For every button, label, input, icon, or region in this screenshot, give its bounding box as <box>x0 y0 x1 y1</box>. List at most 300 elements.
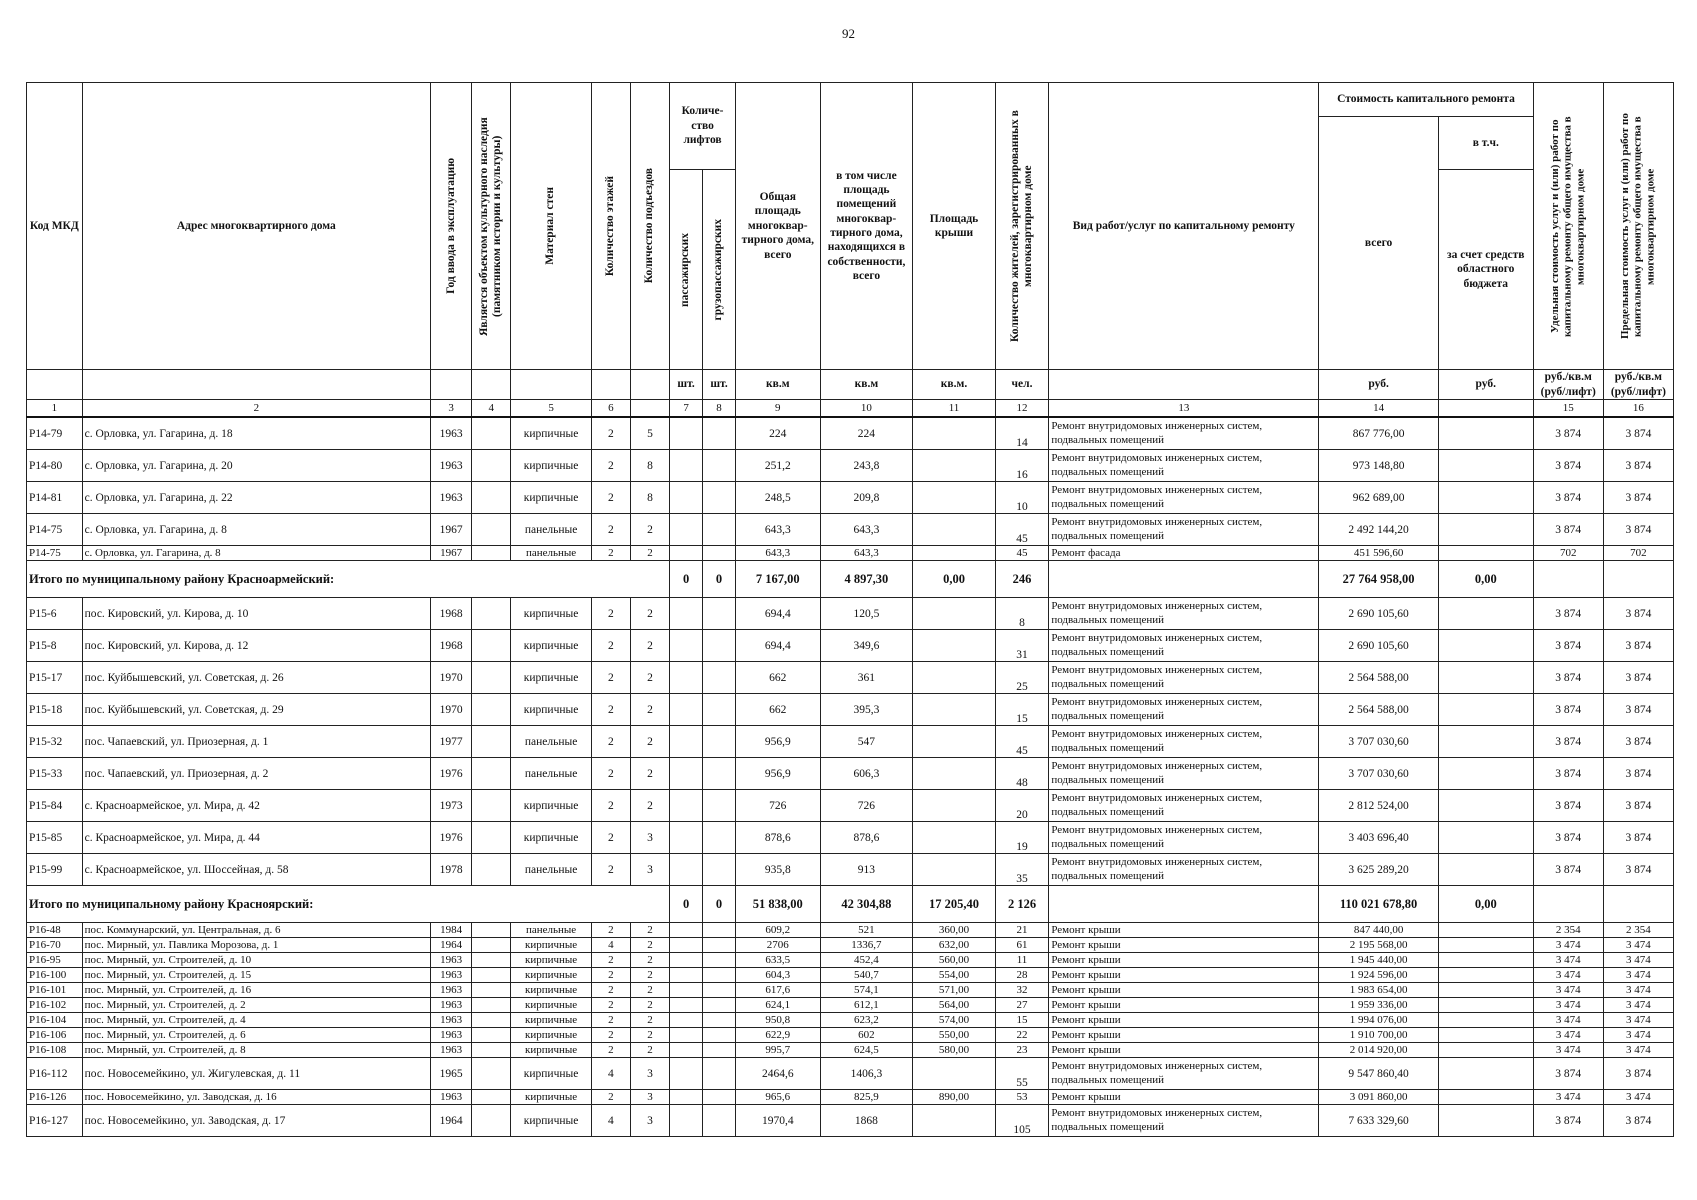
max-cost-cell: 3 474 <box>1603 968 1673 983</box>
work-type-cell: Ремонт крыши <box>1049 998 1319 1013</box>
work-type-cell: Ремонт внутридомовых инженерных систем, подвальных помещений <box>1049 822 1319 854</box>
table-row <box>27 822 1674 854</box>
entrances-cell: 8 <box>630 450 669 482</box>
capital-repair-table-container <box>26 82 1674 1137</box>
table-row <box>27 514 1674 546</box>
residents-cell: 25 <box>995 662 1049 694</box>
cost-regional-cell <box>1438 598 1533 630</box>
code-cell: Р16-95 <box>27 953 83 968</box>
column-number: 16 <box>1603 400 1673 418</box>
walls-cell: панельные <box>511 923 591 938</box>
unit-cost-cell: 3 874 <box>1533 514 1603 546</box>
floors-cell: 2 <box>591 968 630 983</box>
walls-cell: кирпичные <box>511 598 591 630</box>
max-cost-cell: 3 874 <box>1603 450 1673 482</box>
lifts-cargo-cell <box>703 694 736 726</box>
heritage-cell <box>472 854 511 886</box>
owned-area-cell: 243,8 <box>820 450 913 482</box>
table-row <box>27 983 1674 998</box>
cost-cell: 3 707 030,60 <box>1319 726 1439 758</box>
header-address: Адрес многоквартирного дома <box>82 83 430 370</box>
year-cell: 1963 <box>431 482 472 514</box>
cost-cell: 2 014 920,00 <box>1319 1043 1439 1058</box>
cost-regional-cell <box>1438 953 1533 968</box>
code-cell: Р15-8 <box>27 630 83 662</box>
heritage-cell <box>472 546 511 561</box>
address-cell: пос. Мирный, ул. Строителей, д. 16 <box>82 983 430 998</box>
unit-cost-cell: 702 <box>1533 546 1603 561</box>
max-cost-cell: 3 474 <box>1603 953 1673 968</box>
roof-area-cell <box>913 822 995 854</box>
lifts-passenger-cell <box>670 983 703 998</box>
roof-area-cell <box>913 694 995 726</box>
floors-cell: 2 <box>591 758 630 790</box>
total-area-cell: 950,8 <box>736 1013 821 1028</box>
total-residents: 2 126 <box>995 886 1049 923</box>
heritage-cell <box>472 938 511 953</box>
header-walls: Материал стен <box>511 83 591 370</box>
year-cell: 1973 <box>431 790 472 822</box>
year-cell: 1968 <box>431 630 472 662</box>
unit-cell <box>1049 370 1319 400</box>
cost-cell: 2 564 588,00 <box>1319 662 1439 694</box>
floors-cell: 2 <box>591 546 630 561</box>
cost-cell: 867 776,00 <box>1319 417 1439 450</box>
cost-regional-cell <box>1438 450 1533 482</box>
unit-cost-cell: 3 874 <box>1533 694 1603 726</box>
total-lifts-passenger: 0 <box>670 561 703 598</box>
total-work-type <box>1049 561 1319 598</box>
year-cell: 1963 <box>431 968 472 983</box>
lifts-passenger-cell <box>670 1058 703 1090</box>
total-area-cell: 662 <box>736 662 821 694</box>
cost-cell: 1 924 596,00 <box>1319 968 1439 983</box>
walls-cell: панельные <box>511 726 591 758</box>
table-row <box>27 938 1674 953</box>
unit-cost-regional: руб. <box>1438 370 1533 400</box>
residents-cell: 23 <box>995 1043 1049 1058</box>
cost-cell: 451 596,60 <box>1319 546 1439 561</box>
table-row <box>27 546 1674 561</box>
heritage-cell <box>472 1013 511 1028</box>
floors-cell: 2 <box>591 1013 630 1028</box>
unit-cost-cell: 3 874 <box>1533 450 1603 482</box>
code-cell: Р15-33 <box>27 758 83 790</box>
work-type-cell: Ремонт крыши <box>1049 953 1319 968</box>
max-cost-cell: 3 874 <box>1603 662 1673 694</box>
year-cell: 1963 <box>431 417 472 450</box>
owned-area-cell: 209,8 <box>820 482 913 514</box>
address-cell: пос. Мирный, ул. Строителей, д. 8 <box>82 1043 430 1058</box>
cost-regional-cell <box>1438 938 1533 953</box>
cost-regional-cell <box>1438 822 1533 854</box>
max-cost-cell: 3 874 <box>1603 1105 1673 1137</box>
heritage-cell <box>472 598 511 630</box>
column-number: 2 <box>82 400 430 418</box>
address-cell: пос. Новосемейкино, ул. Заводская, д. 17 <box>82 1105 430 1137</box>
cost-cell: 1 959 336,00 <box>1319 998 1439 1013</box>
total-area-cell: 224 <box>736 417 821 450</box>
work-type-cell: Ремонт внутридомовых инженерных систем, подвальных помещений <box>1049 417 1319 450</box>
code-cell: Р16-48 <box>27 923 83 938</box>
walls-cell: кирпичные <box>511 998 591 1013</box>
roof-area-cell: 580,00 <box>913 1043 995 1058</box>
unit-cost-cell: 3 874 <box>1533 598 1603 630</box>
column-number: 13 <box>1049 400 1319 418</box>
total-residents: 246 <box>995 561 1049 598</box>
cost-regional-cell <box>1438 1105 1533 1137</box>
cost-cell: 1 910 700,00 <box>1319 1028 1439 1043</box>
total-owned-area: 42 304,88 <box>820 886 913 923</box>
heritage-cell <box>472 1090 511 1105</box>
residents-cell: 22 <box>995 1028 1049 1043</box>
max-cost-cell: 2 354 <box>1603 923 1673 938</box>
floors-cell: 2 <box>591 998 630 1013</box>
unit-cost-cell: 3 874 <box>1533 854 1603 886</box>
walls-cell: панельные <box>511 854 591 886</box>
header-owned-area: в том числе площадь помещений многоквар- тирного дома, находящихся в собственности, всего <box>820 83 913 370</box>
lifts-passenger-cell <box>670 1105 703 1137</box>
max-cost-cell: 3 474 <box>1603 1028 1673 1043</box>
total-label: Итого по муниципальному району Красноармейский: <box>27 561 670 598</box>
total-work-type <box>1049 886 1319 923</box>
floors-cell: 4 <box>591 1058 630 1090</box>
roof-area-cell: 560,00 <box>913 953 995 968</box>
lifts-cargo-cell <box>703 938 736 953</box>
total-area-cell: 1970,4 <box>736 1105 821 1137</box>
work-type-cell: Ремонт внутридомовых инженерных систем, подвальных помещений <box>1049 694 1319 726</box>
total-area-cell: 643,3 <box>736 546 821 561</box>
roof-area-cell: 550,00 <box>913 1028 995 1043</box>
heritage-cell <box>472 1058 511 1090</box>
unit-cost-cell: 2 354 <box>1533 923 1603 938</box>
unit-cell <box>27 370 83 400</box>
walls-cell: кирпичные <box>511 630 591 662</box>
code-cell: Р15-85 <box>27 822 83 854</box>
max-cost-cell: 3 474 <box>1603 998 1673 1013</box>
owned-area-cell: 547 <box>820 726 913 758</box>
column-number: 3 <box>431 400 472 418</box>
entrances-cell: 2 <box>630 1043 669 1058</box>
total-area-cell: 633,5 <box>736 953 821 968</box>
residents-cell: 11 <box>995 953 1049 968</box>
walls-cell: кирпичные <box>511 482 591 514</box>
floors-cell: 2 <box>591 662 630 694</box>
residents-cell: 55 <box>995 1058 1049 1090</box>
table-row <box>27 923 1674 938</box>
owned-area-cell: 349,6 <box>820 630 913 662</box>
lifts-passenger-cell <box>670 726 703 758</box>
year-cell: 1967 <box>431 546 472 561</box>
roof-area-cell: 554,00 <box>913 968 995 983</box>
total-owned-area: 4 897,30 <box>820 561 913 598</box>
address-cell: пос. Новосемейкино, ул. Заводская, д. 16 <box>82 1090 430 1105</box>
roof-area-cell: 571,00 <box>913 983 995 998</box>
roof-area-cell <box>913 854 995 886</box>
residents-cell: 45 <box>995 514 1049 546</box>
floors-cell: 2 <box>591 923 630 938</box>
code-cell: Р14-75 <box>27 514 83 546</box>
year-cell: 1963 <box>431 1013 472 1028</box>
unit-cost-cell: 3 874 <box>1533 417 1603 450</box>
column-number <box>1438 400 1533 418</box>
lifts-passenger-cell <box>670 998 703 1013</box>
address-cell: пос. Чапаевский, ул. Приозерная, д. 2 <box>82 758 430 790</box>
cost-regional-cell <box>1438 694 1533 726</box>
work-type-cell: Ремонт фасада <box>1049 546 1319 561</box>
unit-cell <box>82 370 430 400</box>
entrances-cell: 2 <box>630 998 669 1013</box>
lifts-cargo-cell <box>703 790 736 822</box>
code-cell: Р16-100 <box>27 968 83 983</box>
lifts-cargo-cell <box>703 726 736 758</box>
walls-cell: кирпичные <box>511 1013 591 1028</box>
entrances-cell: 3 <box>630 822 669 854</box>
residents-cell: 105 <box>995 1105 1049 1137</box>
lifts-passenger-cell <box>670 662 703 694</box>
code-cell: Р16-101 <box>27 983 83 998</box>
code-cell: Р16-112 <box>27 1058 83 1090</box>
table-row <box>27 758 1674 790</box>
floors-cell: 2 <box>591 450 630 482</box>
unit-lifts-passenger: шт. <box>670 370 703 400</box>
table-row <box>27 854 1674 886</box>
table-header <box>27 83 1674 418</box>
year-cell: 1964 <box>431 938 472 953</box>
code-cell: Р15-99 <box>27 854 83 886</box>
walls-cell: панельные <box>511 758 591 790</box>
code-cell: Р14-75 <box>27 546 83 561</box>
walls-cell: панельные <box>511 514 591 546</box>
heritage-cell <box>472 630 511 662</box>
table-row <box>27 1013 1674 1028</box>
roof-area-cell <box>913 546 995 561</box>
year-cell: 1984 <box>431 923 472 938</box>
owned-area-cell: 361 <box>820 662 913 694</box>
lifts-passenger-cell <box>670 938 703 953</box>
lifts-passenger-cell <box>670 417 703 450</box>
work-type-cell: Ремонт крыши <box>1049 938 1319 953</box>
heritage-cell <box>472 968 511 983</box>
max-cost-cell: 3 874 <box>1603 417 1673 450</box>
heritage-cell <box>472 482 511 514</box>
max-cost-cell: 3 874 <box>1603 482 1673 514</box>
year-cell: 1963 <box>431 1090 472 1105</box>
total-area-cell: 956,9 <box>736 726 821 758</box>
entrances-cell: 3 <box>630 1058 669 1090</box>
cost-cell: 2 812 524,00 <box>1319 790 1439 822</box>
roof-area-cell: 632,00 <box>913 938 995 953</box>
unit-cost-cell: 3 874 <box>1533 790 1603 822</box>
unit-cell <box>630 370 669 400</box>
work-type-cell: Ремонт крыши <box>1049 923 1319 938</box>
address-cell: с. Красноармейское, ул. Мира, д. 42 <box>82 790 430 822</box>
total-row <box>27 561 1674 598</box>
unit-cost-cell: 3 474 <box>1533 1013 1603 1028</box>
address-cell: с. Орловка, ул. Гагарина, д. 8 <box>82 514 430 546</box>
lifts-passenger-cell <box>670 630 703 662</box>
walls-cell: кирпичные <box>511 694 591 726</box>
cost-cell: 2 690 105,60 <box>1319 598 1439 630</box>
column-number: 15 <box>1533 400 1603 418</box>
year-cell: 1970 <box>431 694 472 726</box>
max-cost-cell: 3 474 <box>1603 1013 1673 1028</box>
total-cost: 27 764 958,00 <box>1319 561 1439 598</box>
cost-cell: 7 633 329,60 <box>1319 1105 1439 1137</box>
unit-residents: чел. <box>995 370 1049 400</box>
header-code: Код МКД <box>27 83 83 370</box>
walls-cell: кирпичные <box>511 1105 591 1137</box>
header-cost-regional: за счет средств областного бюджета <box>1438 170 1533 370</box>
address-cell: пос. Чапаевский, ул. Приозерная, д. 1 <box>82 726 430 758</box>
cost-cell: 1 994 076,00 <box>1319 1013 1439 1028</box>
cost-regional-cell <box>1438 482 1533 514</box>
year-cell: 1963 <box>431 998 472 1013</box>
unit-cost-cell: 3 874 <box>1533 1105 1603 1137</box>
header-unit-cost: Удельная стоимость услуг и (или) работ по капитальному ремонту общего имущества в многоквартирном доме <box>1533 83 1603 370</box>
header-cost-total: всего <box>1319 117 1439 370</box>
cost-cell: 3 403 696,40 <box>1319 822 1439 854</box>
roof-area-cell <box>913 790 995 822</box>
floors-cell: 2 <box>591 630 630 662</box>
table-row <box>27 694 1674 726</box>
cost-regional-cell <box>1438 546 1533 561</box>
total-area-cell: 956,9 <box>736 758 821 790</box>
header-cost-incl: в т.ч. <box>1438 117 1533 170</box>
lifts-passenger-cell <box>670 1013 703 1028</box>
residents-cell: 10 <box>995 482 1049 514</box>
lifts-cargo-cell <box>703 546 736 561</box>
header-residents: Количество жителей, зарегистрированных в многоквартирном доме <box>995 83 1049 370</box>
walls-cell: кирпичные <box>511 1028 591 1043</box>
lifts-cargo-cell <box>703 514 736 546</box>
lifts-passenger-cell <box>670 1090 703 1105</box>
floors-cell: 2 <box>591 417 630 450</box>
residents-cell: 21 <box>995 923 1049 938</box>
total-roof-area: 0,00 <box>913 561 995 598</box>
owned-area-cell: 1406,3 <box>820 1058 913 1090</box>
year-cell: 1978 <box>431 854 472 886</box>
table-row <box>27 953 1674 968</box>
table-row <box>27 662 1674 694</box>
max-cost-cell: 3 874 <box>1603 514 1673 546</box>
unit-cost-cell: 3 874 <box>1533 822 1603 854</box>
lifts-cargo-cell <box>703 758 736 790</box>
lifts-cargo-cell <box>703 417 736 450</box>
address-cell: пос. Мирный, ул. Строителей, д. 10 <box>82 953 430 968</box>
owned-area-cell: 574,1 <box>820 983 913 998</box>
roof-area-cell: 574,00 <box>913 1013 995 1028</box>
cost-regional-cell <box>1438 758 1533 790</box>
owned-area-cell: 878,6 <box>820 822 913 854</box>
residents-cell: 28 <box>995 968 1049 983</box>
year-cell: 1963 <box>431 983 472 998</box>
year-cell: 1963 <box>431 953 472 968</box>
work-type-cell: Ремонт крыши <box>1049 968 1319 983</box>
total-area-cell: 694,4 <box>736 598 821 630</box>
residents-cell: 61 <box>995 938 1049 953</box>
entrances-cell: 3 <box>630 1105 669 1137</box>
address-cell: пос. Кировский, ул. Кирова, д. 10 <box>82 598 430 630</box>
walls-cell: кирпичные <box>511 938 591 953</box>
walls-cell: кирпичные <box>511 1090 591 1105</box>
roof-area-cell <box>913 726 995 758</box>
total-lifts-cargo: 0 <box>703 886 736 923</box>
work-type-cell: Ремонт крыши <box>1049 1090 1319 1105</box>
cost-cell: 9 547 860,40 <box>1319 1058 1439 1090</box>
total-area-cell: 662 <box>736 694 821 726</box>
walls-cell: кирпичные <box>511 1058 591 1090</box>
floors-cell: 2 <box>591 1028 630 1043</box>
unit-unit-cost: руб./кв.м (руб/лифт) <box>1533 370 1603 400</box>
walls-cell: кирпичные <box>511 968 591 983</box>
cost-regional-cell <box>1438 790 1533 822</box>
column-number: 4 <box>472 400 511 418</box>
owned-area-cell: 606,3 <box>820 758 913 790</box>
floors-cell: 2 <box>591 1090 630 1105</box>
heritage-cell <box>472 694 511 726</box>
owned-area-cell: 224 <box>820 417 913 450</box>
cost-regional-cell <box>1438 1013 1533 1028</box>
page-number: 92 <box>842 26 855 41</box>
floors-cell: 2 <box>591 726 630 758</box>
owned-area-cell: 395,3 <box>820 694 913 726</box>
entrances-cell: 2 <box>630 1013 669 1028</box>
residents-cell: 31 <box>995 630 1049 662</box>
residents-cell: 45 <box>995 726 1049 758</box>
column-number: 8 <box>703 400 736 418</box>
total-max-cost <box>1603 886 1673 923</box>
table-row <box>27 1028 1674 1043</box>
total-unit-cost <box>1533 886 1603 923</box>
floors-cell: 2 <box>591 598 630 630</box>
owned-area-cell: 540,7 <box>820 968 913 983</box>
work-type-cell: Ремонт крыши <box>1049 1043 1319 1058</box>
residents-cell: 15 <box>995 694 1049 726</box>
cost-cell: 2 690 105,60 <box>1319 630 1439 662</box>
code-cell: Р14-79 <box>27 417 83 450</box>
work-type-cell: Ремонт внутридомовых инженерных систем, подвальных помещений <box>1049 598 1319 630</box>
year-cell: 1967 <box>431 514 472 546</box>
lifts-cargo-cell <box>703 662 736 694</box>
table-row <box>27 968 1674 983</box>
address-cell: с. Орловка, ул. Гагарина, д. 20 <box>82 450 430 482</box>
year-cell: 1965 <box>431 1058 472 1090</box>
lifts-passenger-cell <box>670 1028 703 1043</box>
residents-cell: 8 <box>995 598 1049 630</box>
column-number: 1 <box>27 400 83 418</box>
unit-cell <box>472 370 511 400</box>
total-area-cell: 643,3 <box>736 514 821 546</box>
work-type-cell: Ремонт внутридомовых инженерных систем, подвальных помещений <box>1049 790 1319 822</box>
code-cell: Р16-106 <box>27 1028 83 1043</box>
header-year: Год ввода в эксплуатацию <box>431 83 472 370</box>
address-cell: пос. Куйбышевский, ул. Советская, д. 26 <box>82 662 430 694</box>
unit-cost-cell: 3 474 <box>1533 1090 1603 1105</box>
walls-cell: кирпичные <box>511 983 591 998</box>
walls-cell: кирпичные <box>511 450 591 482</box>
lifts-cargo-cell <box>703 1105 736 1137</box>
address-cell: с. Орловка, ул. Гагарина, д. 8 <box>82 546 430 561</box>
lifts-cargo-cell <box>703 450 736 482</box>
unit-cost-cell: 3 474 <box>1533 968 1603 983</box>
year-cell: 1976 <box>431 822 472 854</box>
column-number <box>630 400 669 418</box>
lifts-passenger-cell <box>670 1043 703 1058</box>
lifts-cargo-cell <box>703 1090 736 1105</box>
column-number: 9 <box>736 400 821 418</box>
entrances-cell: 8 <box>630 482 669 514</box>
